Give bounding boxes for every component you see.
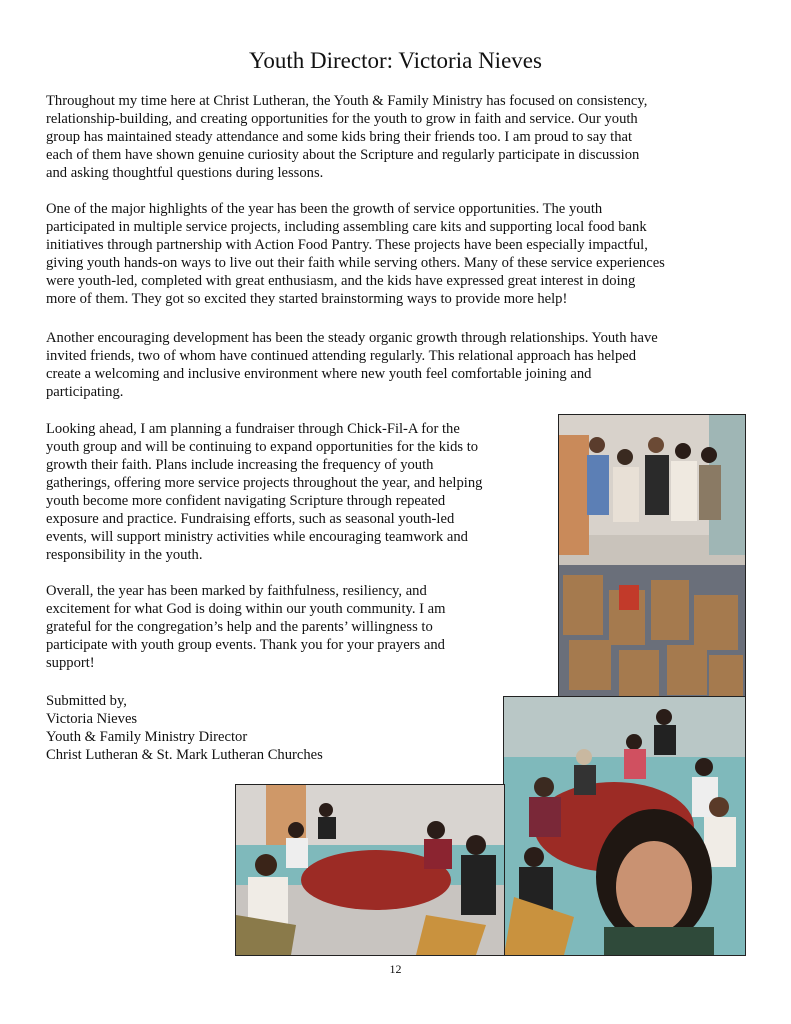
photo-image (236, 785, 504, 955)
text-line: Submitted by, (46, 693, 127, 709)
photo-image (559, 415, 745, 696)
text-line: youth become more confident navigating Scripture through repeated (46, 493, 446, 509)
photo-group-table (235, 784, 505, 956)
text-line: youth group and will be continuing to expand opportunities for the kids to (46, 439, 479, 455)
text-line: responsibility in the youth. (46, 547, 203, 563)
text-line: Another encouraging development has been the steady organic growth through relationships. Youth have (46, 330, 658, 346)
text-line: grateful for the congregation’s help and the parents’ willingness to (46, 619, 433, 635)
text-line: group has maintained steady attendance and some kids bring their friends too. I am proud to say that (46, 129, 633, 145)
text-line: each of them have shown genuine curiosity about the Scripture and regularly participate in discussion (46, 147, 640, 163)
text-line: exposure and practice. Fundraising efforts, such as seasonal youth-led (46, 511, 455, 527)
page-title: Youth Director: Victoria Nieves (249, 48, 542, 73)
photo-selfie-table (503, 696, 746, 956)
text-line: Youth & Family Ministry Director (46, 729, 248, 745)
text-line: growth their faith. Plans include increasing the frequency of youth (46, 457, 434, 473)
text-line: support! (46, 655, 95, 671)
text-line: excitement for what God is doing within our youth community. I am (46, 601, 446, 617)
text-line: One of the major highlights of the year has been the growth of service opportunities. The youth (46, 201, 603, 217)
text-line: giving youth hands-on ways to live out their faith while serving others. Many of these service experiences (46, 255, 665, 271)
text-line: participated in multiple service projects, including assembling care kits and supporting local food bank (46, 219, 647, 235)
text-line: initiatives through partnership with Action Food Pantry. These projects have been especially impactful, (46, 237, 648, 253)
paragraph-intro (46, 92, 647, 182)
text-line: were youth-led, completed with great enthusiasm, and the kids have expressed great interest in doing (46, 273, 636, 289)
paragraph-growth (46, 329, 658, 401)
text-line: Throughout my time here at Christ Lutheran, the Youth & Family Ministry has focused on consistency, (46, 93, 648, 109)
text-line: participating. (46, 384, 124, 400)
text-line: Looking ahead, I am planning a fundraiser through Chick-Fil-A for the (46, 421, 460, 437)
text-line: participate with youth group events. Thank you for your prayers and (46, 637, 445, 653)
text-line: Overall, the year has been marked by faithfulness, resiliency, and (46, 583, 427, 599)
text-line: gatherings, offering more service projects throughout the year, and helping (46, 475, 483, 491)
text-line: and asking thoughtful questions during lessons. (46, 165, 324, 181)
text-line: invited friends, two of whom have continued attending regularly. This relational approach has helped (46, 348, 637, 364)
paragraph-overall (46, 582, 446, 672)
signature-block (46, 692, 323, 764)
text-line: create a welcoming and inclusive environment where new youth feel comfortable joining and (46, 366, 592, 382)
paragraph-plans (46, 420, 482, 564)
text-line: Victoria Nieves (46, 711, 138, 727)
photo-image (504, 697, 745, 955)
page-number: 12 (389, 962, 402, 976)
text-line: relationship-building, and creating opportunities for the youth to grow in faith and service. Our youth (46, 111, 638, 127)
text-line: more of them. They got so excited they started brainstorming ways to provide more help! (46, 291, 568, 307)
text-line: events, will support ministry activities while encouraging teamwork and (46, 529, 468, 545)
text-line: Christ Lutheran & St. Mark Lutheran Churches (46, 747, 323, 763)
photo-food-pantry-group (558, 414, 746, 697)
paragraph-service (46, 200, 665, 308)
